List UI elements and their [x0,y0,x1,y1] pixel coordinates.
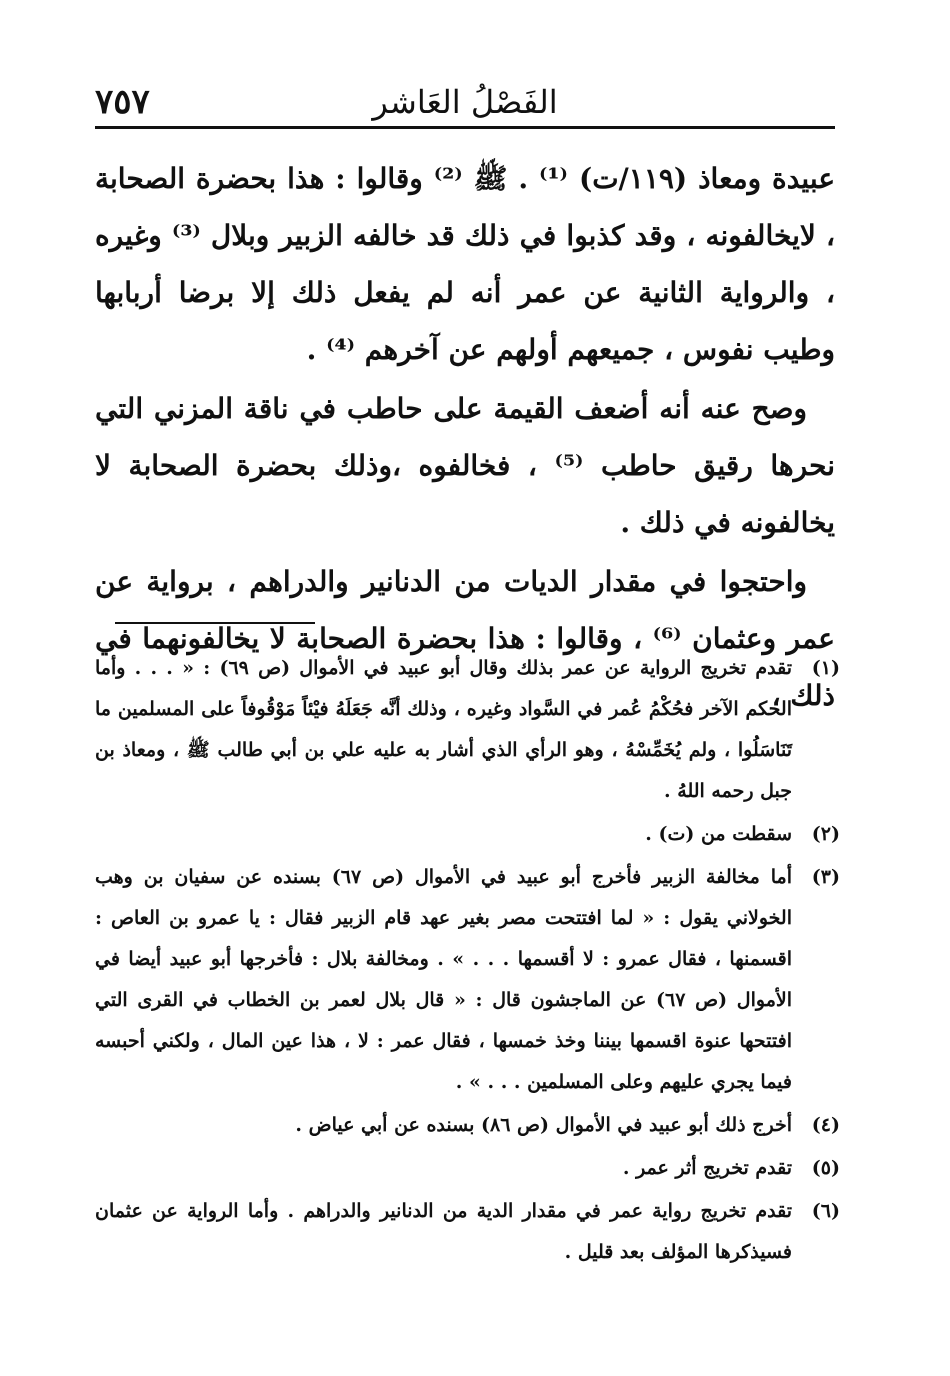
footnotes [95,648,840,1273]
footnote [95,1148,840,1189]
footnote-text: تقدم تخريج الرواية عن عمر بذلك وقال أبو عبيد في الأموال (ص ٦٩) : « . . . وأما الحكم الآخر فحُكْمُ عُمر في السَّواد وغيره ، وذلك أنَّه جَعَلَهُ فيْئاً مَوْقُوفاً على المسلمين ما تَنَاسَلُوا ، ولم يُخَمِّسْهُ ، وهو الرأي الذي أشار به عليه علي بن أبي طالب ﷺ ، ومعاذ بن جبل رحمه اللهُ . [95,657,792,802]
footnote-number: (٤) [811,1114,840,1136]
paragraph: واحتجوا في مقدار الديات من الدنانير والدراهم ، برواية عن عمر وعثمان ⁽⁶⁾ ، وقالوا : هذا بحضرة الصحابة لا يخالفونهما في ذلك ، [95,565,835,712]
footnote-text: أما مخالفة الزبير فأخرج أبو عبيد في الأموال (ص ٦٧) بسنده عن سفيان بن وهب الخولاني يقول : « لما افتتحت مصر بغير عهد قام الزبير فقال : يا عمرو بن العاص : اقسمنها ، فقال عمرو : لا أقسمها . . . » . ومخالفة بلال : فأخرجها أبو عبيد أيضا في الأموال (ص ٦٧) عن الماجشون قال : « قال بلال لعمر بن الخطاب في القرى التي افتتحها عنوة اقسمها بيننا وخذ خمسها ، فقال عمر : لا ، هذا عين المال ، ولكني أحبسه فيما يجري عليهم وعلى المسلمين . . . » . [95,866,793,1093]
paragraph: وصح عنه أنه أضعف القيمة على حاطب في ناقة المزني التي نحرها رقيق حاطب ⁽⁵⁾ ، فخالفوه ،وذلك بحضرة الصحابة لا يخالفونه في ذلك . [95,392,835,539]
footnote [95,1191,840,1273]
footnote [95,648,840,812]
footnote [95,857,840,1103]
footnote-number: (٢) [811,823,840,845]
footnote-number: (٣) [811,866,840,888]
paragraph: عبيدة ومعاذ (١١٩/ت) ⁽¹⁾ . ﷺ ⁽²⁾ وقالوا : هذا بحضرة الصحابة ، لايخالفونه ، وقد كذبوا في ذلك قد خالفه الزبير وبلال ⁽³⁾ وغيره ، والرواية الثانية عن عمر أنه لم يفعل ذلك إلا برضا أربابها وطيب نفوس ، جميعهم أولهم عن آخرهم ⁽⁴⁾ . [95,162,836,366]
chapter-title: الفَصْلُ العَاشر [372,83,558,121]
page-number: ٧٥٧ [95,82,150,122]
footnote [95,814,840,855]
footnote-number: (٥) [811,1157,840,1179]
main-text [95,150,835,724]
header-rule [95,126,835,129]
footnote-separator [115,622,315,624]
footnote-text: سقطت من (ت) . [645,823,792,845]
running-header [95,82,835,132]
footnote-number: (٦) [811,1200,840,1222]
footnote-text: تقدم تخريج أثر عمر . [622,1157,792,1179]
footnote-text: أخرج ذلك أبو عبيد في الأموال (ص ٨٦) بسنده عن أبي عياض . [295,1114,792,1136]
footnote-text: تقدم تخريج رواية عمر في مقدار الدية من الدنانير والدراهم . وأما الرواية عن عثمان فسيذكرها المؤلف بعد قليل . [95,1200,792,1263]
footnote [95,1105,840,1146]
footnote-number: (١) [811,657,840,679]
